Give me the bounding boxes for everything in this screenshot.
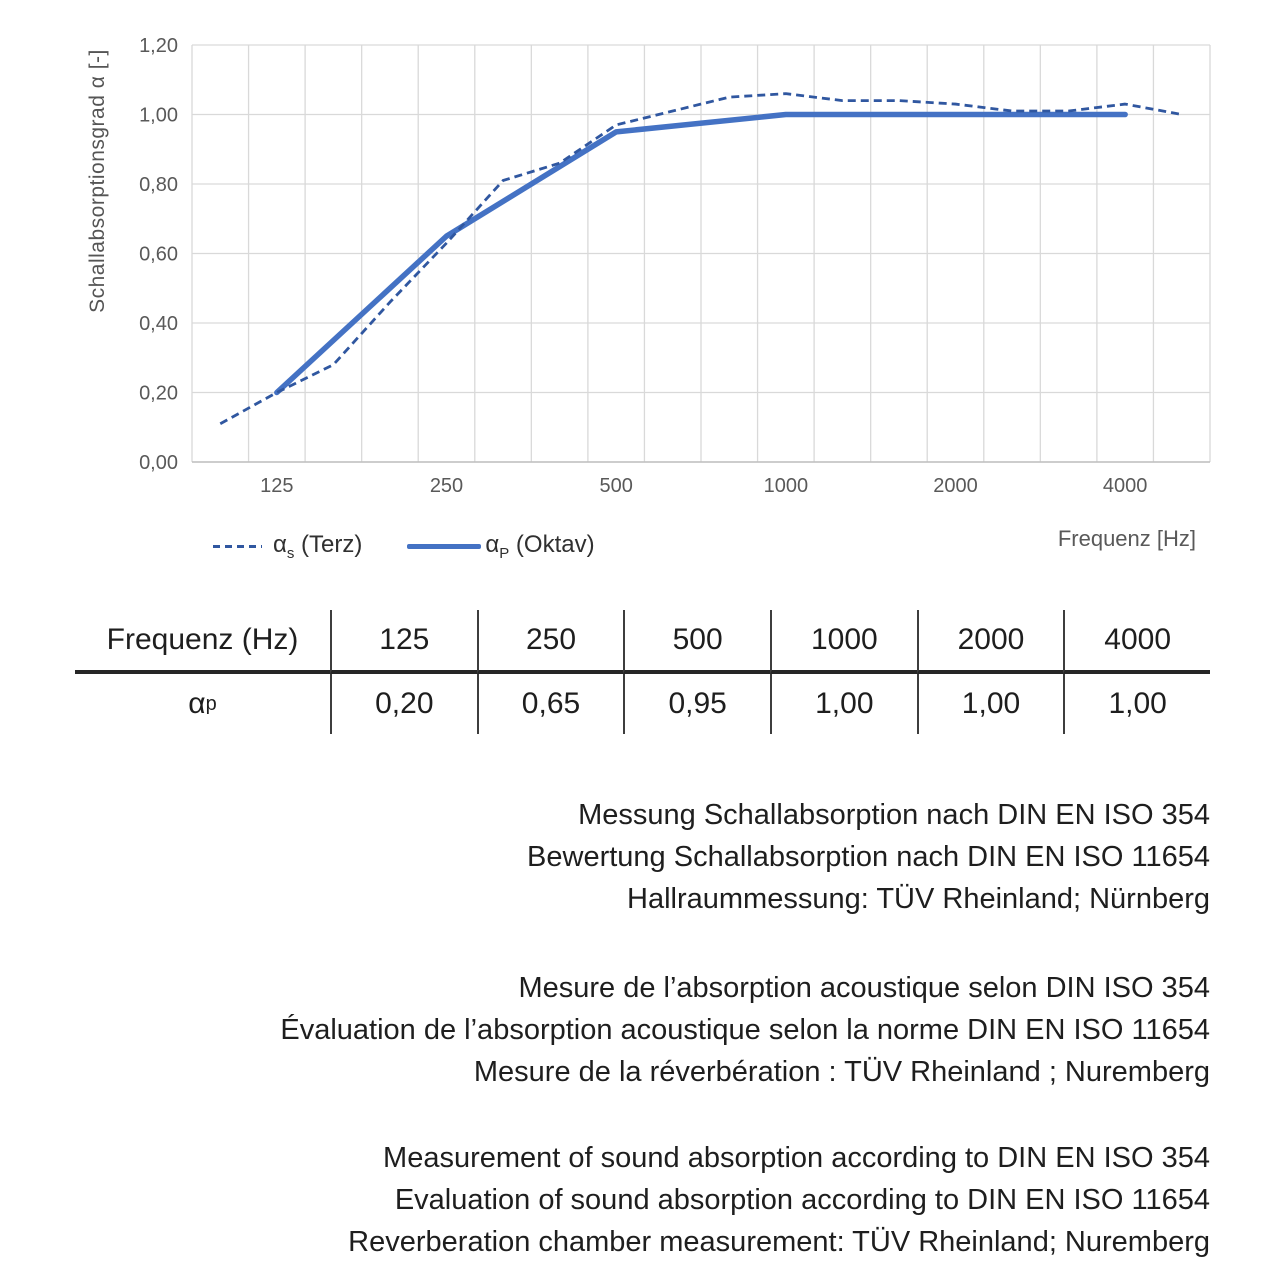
table-cell-alpha-p: 1,00 xyxy=(917,674,1064,734)
legend-label-alpha-s xyxy=(273,531,362,562)
note-line: Évaluation de l’absorption acoustique selon la norme DIN EN ISO 11654 xyxy=(280,1014,1210,1046)
table-row-label-alpha-p xyxy=(75,674,330,734)
note-line: Bewertung Schallabsorption nach DIN EN ISO 11654 xyxy=(527,841,1210,873)
note-line: Mesure de la réverbération : TÜV Rheinland ; Nuremberg xyxy=(473,1056,1210,1088)
legend-alpha-s-symbol: α xyxy=(273,531,287,558)
table-cell-alpha-p: 0,95 xyxy=(623,674,770,734)
legend-alpha-s-text: (Terz) xyxy=(294,531,363,558)
note-german xyxy=(527,794,1210,920)
x-tick-label: 4000 xyxy=(1102,475,1148,497)
note-english xyxy=(348,1137,1210,1263)
table-cell-alpha-p: 1,00 xyxy=(770,674,917,734)
y-tick-label: 0,20 xyxy=(139,382,178,405)
legend-alpha-p-subscript: P xyxy=(499,544,510,562)
y-tick-label: 0,60 xyxy=(139,243,178,266)
note-line: Messung Schallabsorption nach DIN EN ISO 354 xyxy=(578,799,1210,831)
table-cell-alpha-p: 0,65 xyxy=(477,674,624,734)
x-axis-title: Frequenz [Hz] xyxy=(1057,526,1196,551)
legend-alpha-p-symbol: α xyxy=(485,531,500,558)
dashed-line-sample-icon xyxy=(213,545,262,548)
note-line: Reverberation chamber measurement: TÜV Rheinland; Nuremberg xyxy=(348,1226,1210,1258)
y-tick-label: 0,00 xyxy=(139,452,178,474)
note-line: Hallraummessung: TÜV Rheinland; Nürnberg xyxy=(627,883,1210,915)
alpha-subscript: p xyxy=(205,692,217,715)
note-line: Mesure de l’absorption acoustique selon DIN ISO 354 xyxy=(518,972,1210,1004)
table-header-value: 1000 xyxy=(770,610,917,674)
x-tick-label: 125 xyxy=(260,475,294,497)
table-cell-alpha-p: 0,20 xyxy=(330,674,477,734)
legend-alpha-s-subscript: s xyxy=(286,544,295,562)
legend-label-alpha-p xyxy=(485,531,594,562)
table-header-value: 250 xyxy=(477,610,624,674)
table-header-value: 500 xyxy=(623,610,770,674)
y-tick-label: 1,20 xyxy=(139,35,178,57)
x-tick-label: 500 xyxy=(599,475,633,497)
note-line: Measurement of sound absorption according to DIN EN ISO 354 xyxy=(383,1142,1210,1174)
legend-alpha-p-text: (Oktav) xyxy=(509,531,595,558)
legend-item-alpha-p xyxy=(407,531,594,562)
y-tick-label: 1,00 xyxy=(139,104,178,127)
note-french xyxy=(280,967,1210,1093)
y-axis-title: Schallabsorptionsgrad α [-] xyxy=(86,49,109,313)
absorption-table xyxy=(75,610,1210,734)
table-header-value: 2000 xyxy=(917,610,1064,674)
chart-legend xyxy=(213,531,595,562)
x-tick-label: 1000 xyxy=(763,475,809,497)
x-tick-label: 250 xyxy=(429,475,464,497)
table-header-frequency: Frequenz (Hz) xyxy=(75,610,330,674)
y-tick-label: 0,40 xyxy=(139,313,178,335)
note-line: Evaluation of sound absorption according to DIN EN ISO 11654 xyxy=(394,1184,1210,1216)
legend-item-alpha-s xyxy=(213,531,362,562)
solid-line-sample-icon xyxy=(407,544,481,549)
table-header-value: 4000 xyxy=(1063,610,1210,674)
absorption-chart xyxy=(0,0,1280,515)
alpha-symbol: α xyxy=(188,687,206,720)
table-header-value: 125 xyxy=(330,610,477,674)
table-cell-alpha-p: 1,00 xyxy=(1063,674,1210,734)
y-tick-label: 0,80 xyxy=(139,174,178,196)
x-tick-label: 2000 xyxy=(933,475,978,497)
